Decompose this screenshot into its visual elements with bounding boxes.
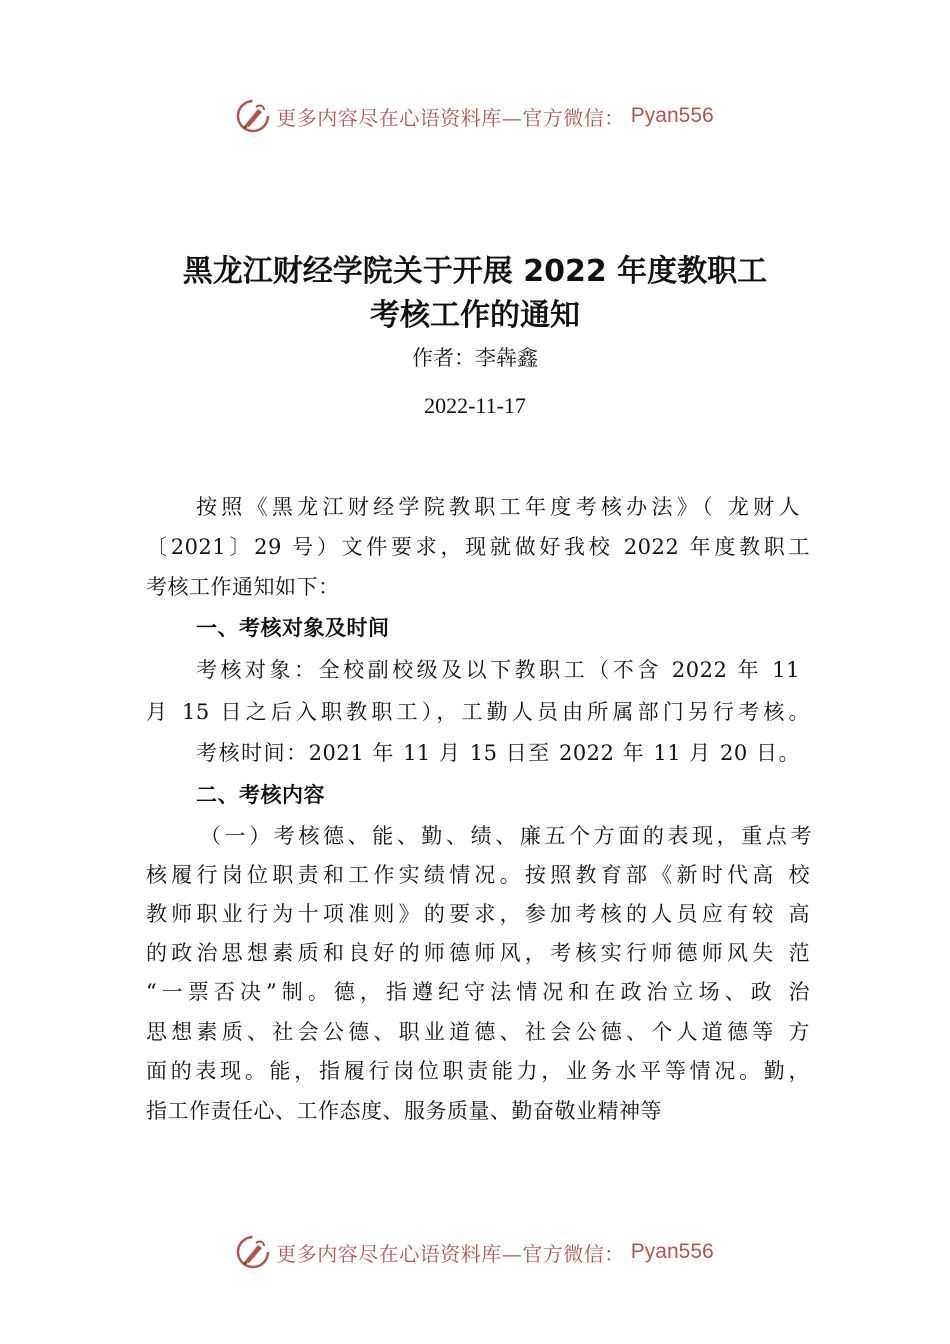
paragraph-4-line-1: （一）考核德、能、勤、绩、廉五个方面的表现，重点考 <box>200 824 812 848</box>
paragraph-4-line-2: 核履行岗位职责和工作实绩情况。按照教育部《新时代高 校 <box>146 863 810 887</box>
paragraph-4-line-7: 面的表现。能，指履行岗位职责能力，业务水平等情况。勤， <box>146 1059 810 1083</box>
paragraph-4-line-4: 的政治思想素质和良好的师德师风，考核实行师德师风失 范 <box>146 941 810 965</box>
paragraph-4-line-3: 教师职业行为十项准则》的要求，参加考核的人员应有较 高 <box>146 902 810 926</box>
paragraph-2-line-2: 月 15 日之后入职教职工），工勤人员由所属部门另行考核。 <box>146 700 810 724</box>
paragraph-4-line-8: 指工作责任心、工作态度、服务质量、勤奋敬业精神等 <box>146 1099 662 1123</box>
watermark-footer <box>0 1232 950 1272</box>
paragraph-1-line-2: 〔2021〕29 号）文件要求，现就做好我校 2022 年度教职工 <box>146 535 810 559</box>
document-title-line-2: 考核工作的通知 <box>370 298 580 333</box>
section-heading-1: 一、考核对象及时间 <box>196 616 390 640</box>
paragraph-1-line-3: 考核工作通知如下： <box>146 575 340 599</box>
watermark-wechat-id: Pyan556 <box>630 104 714 127</box>
watermark-wechat-id: Pyan556 <box>630 1240 714 1263</box>
section-heading-2: 二、考核内容 <box>196 783 325 807</box>
paragraph-4-line-6: 思想素质、社会公德、职业道德、社会公德、个人道德等 方 <box>146 1020 810 1044</box>
paragraph-4-line-5: “一票否决”制。德，指遵纪守法情况和在政治立场、政 治 <box>146 980 810 1004</box>
document-date: 2022-11-17 <box>424 393 526 418</box>
paragraph-3-line-1: 考核时间：2021 年 11 月 15 日至 2022 年 11 月 20 日。 <box>196 741 800 765</box>
pen-logo-icon <box>236 99 270 133</box>
watermark-header <box>0 96 950 136</box>
document-author: 作者：李犇鑫 <box>412 346 538 370</box>
pen-logo-icon <box>236 1235 270 1269</box>
document-title-line-1: 黑龙江财经学院关于开展 2022 年度教职工 <box>182 254 768 289</box>
paragraph-2-line-1: 考核对象：全校副校级及以下教职工（不含 2022 年 11 <box>196 658 800 682</box>
watermark-text: 更多内容尽在心语资料库—官方微信： <box>276 1241 625 1266</box>
paragraph-1-line-1: 按照《黑龙江财经学院教职工年度考核办法》（ 龙财人 <box>196 495 800 519</box>
watermark-text: 更多内容尽在心语资料库—官方微信： <box>276 105 625 130</box>
